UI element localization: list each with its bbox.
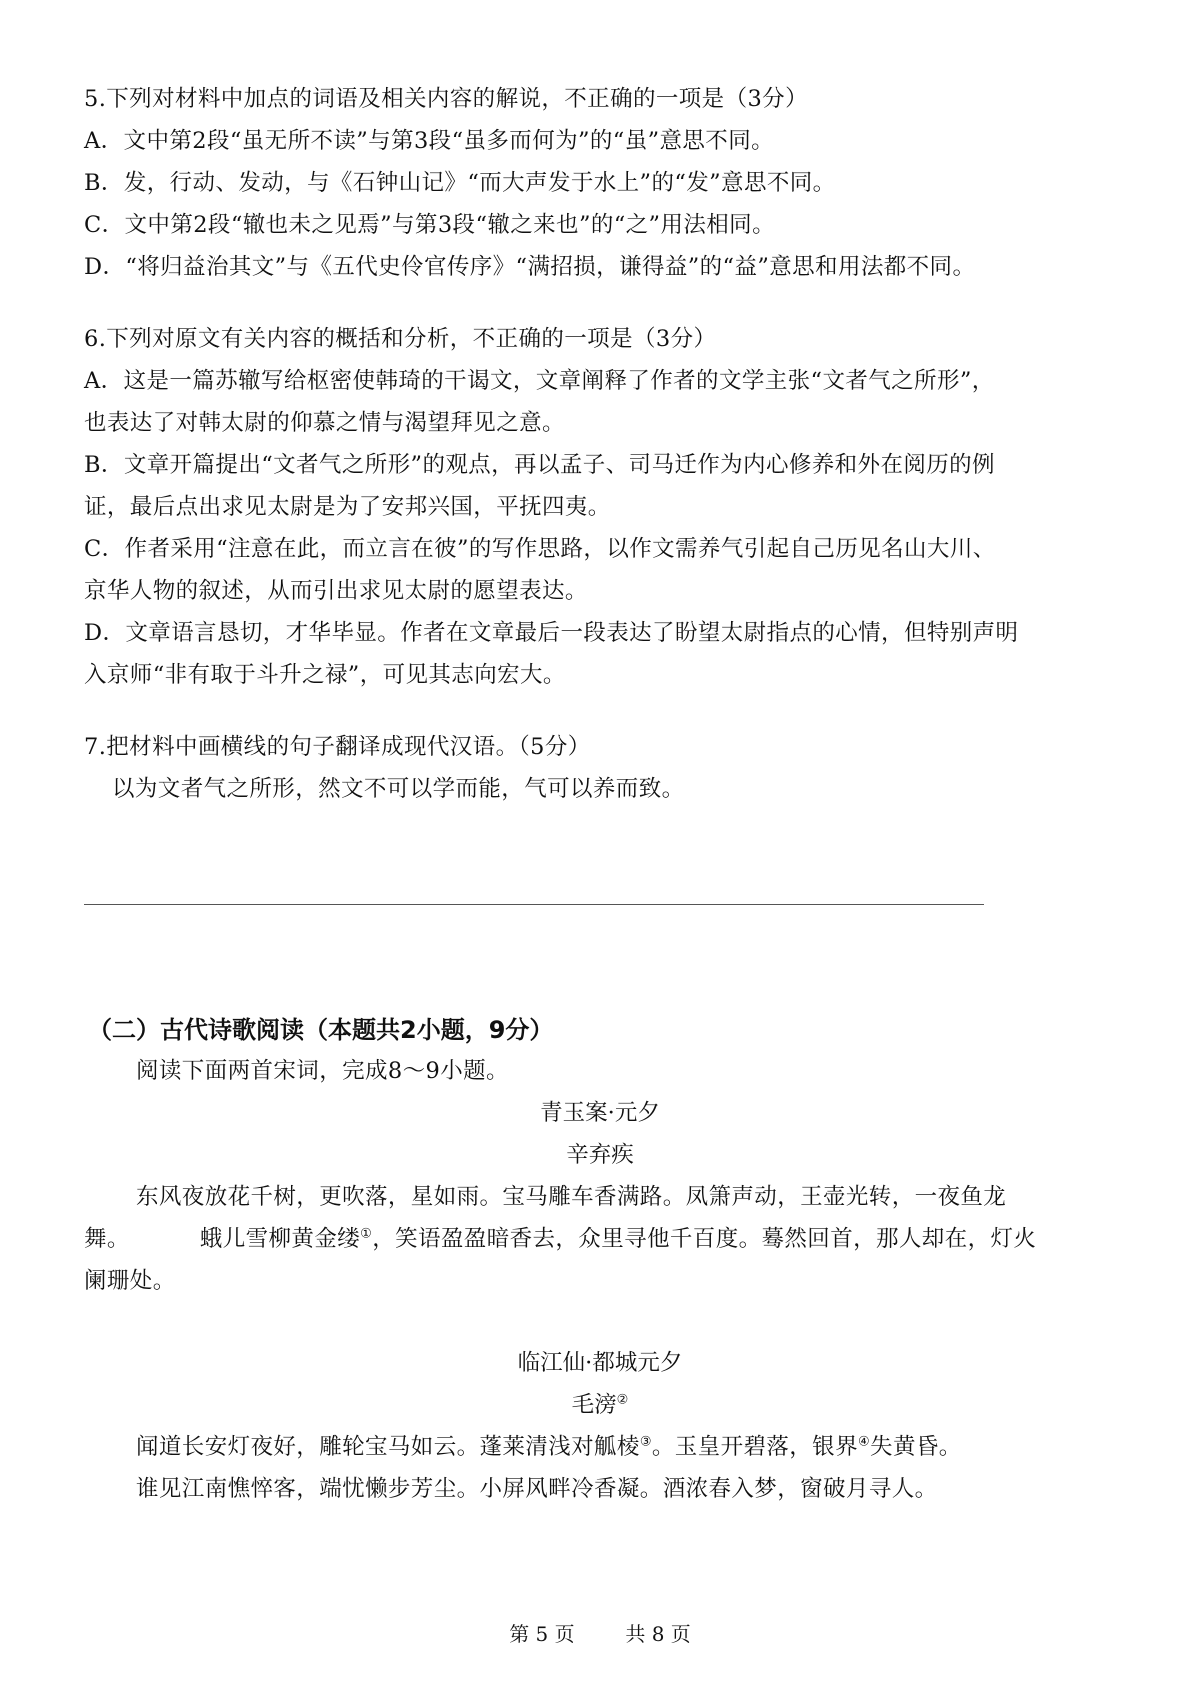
poem2-line1 [136, 1430, 1186, 1464]
q6-option-d-line1: D．文章语言恳切，才华毕显。作者在文章最后一段表达了盼望太尉指点的心情，但特别声明 [84, 620, 1019, 646]
poem1-line1: 东风夜放花千树，更吹落，星如雨。宝马雕车香满路。凤箫声动，王壶光转，一夜鱼龙 [136, 1184, 1007, 1210]
q6-option-a-line2: 也表达了对韩太尉的仰慕之情与渴望拜见之意。 [84, 410, 565, 436]
page-total: 共 8 页 [625, 1622, 691, 1646]
poem1-line2 [84, 1222, 1134, 1256]
q5-stem: 5.下列对材料中加点的词语及相关内容的解说，不正确的一项是（3分） [84, 86, 808, 112]
q6-option-a-line1: A．这是一篇苏辙写给枢密使韩琦的干谒文，文章阐释了作者的文学主张“文者气之所形”， [84, 368, 995, 394]
footnote-1-marker: ① [360, 1226, 373, 1242]
q5-option-d: D．“将归益治其文”与《五代史伶官传序》“满招损，谦得益”的“益”意思和用法都不同。 [84, 254, 976, 280]
q6-option-c-line2: 京华人物的叙述，从而引出求见太尉的愿望表达。 [84, 578, 588, 604]
footnote-4-marker: ④ [857, 1434, 871, 1450]
section-intro: 阅读下面两首宋词，完成8～9小题。 [136, 1058, 509, 1084]
poem2-title: 临江仙·都城元夕 [517, 1350, 683, 1376]
poem2-author-line [0, 1388, 1200, 1422]
q7-answer-line[interactable] [84, 904, 984, 905]
q6-stem: 6.下列对原文有关内容的概括和分析，不正确的一项是（3分） [84, 326, 717, 352]
page-footer [0, 1620, 1200, 1648]
poem1-title: 青玉案·元夕 [540, 1100, 660, 1126]
poem2-line1-c: 失黄昏。 [870, 1434, 962, 1460]
poem1-line2-middle: 蛾儿雪柳黄金缕 [199, 1226, 361, 1252]
page-number: 第 5 页 [509, 1622, 575, 1646]
q7-sentence: 以为文者气之所形，然文不可以学而能，气可以养而致。 [112, 776, 685, 802]
poem1-line2-end: ，笑语盈盈暗香去，众里寻他千百度。蓦然回首，那人却在，灯火 [372, 1226, 1037, 1252]
footnote-2-marker: ② [616, 1392, 629, 1408]
q6-option-d-line2: 入京师“非有取于斗升之禄”，可见其志向宏大。 [84, 662, 566, 688]
q6-option-c-line1: C．作者采用“注意在此，而立言在彼”的写作思路，以作文需养气引起自己历见名山大川、 [84, 536, 996, 562]
q5-option-b: B．发，行动、发动，与《石钟山记》“而大声发于水上”的“发”意思不同。 [84, 170, 836, 196]
poem2-author: 毛滂 [571, 1392, 617, 1418]
poem1-line2-start: 舞。 [84, 1226, 130, 1252]
poem2-line2: 谁见江南憔悴客，端忧懒步芳尘。小屏风畔冷香凝。酒浓春入梦，窗破月寻人。 [136, 1476, 938, 1502]
q7-stem: 7.把材料中画横线的句子翻译成现代汉语。（5分） [84, 734, 591, 760]
section-title: （二）古代诗歌阅读（本题共2小题，9分） [88, 1016, 554, 1044]
poem1-author: 辛弃疾 [566, 1142, 634, 1168]
q5-option-c: C．文中第2段“辙也未之见焉”与第3段“辙之来也”的“之”用法相同。 [84, 212, 775, 238]
q5-option-a: A．文中第2段“虽无所不读”与第3段“虽多而何为”的“虽”意思不同。 [84, 128, 774, 154]
q6-option-b-line2: 证，最后点出求见太尉是为了安邦兴国，平抚四夷。 [84, 494, 611, 520]
poem2-line1-a: 闻道长安灯夜好，雕轮宝马如云。蓬莱清浅对觚棱 [136, 1434, 640, 1460]
q6-option-b-line1: B．文章开篇提出“文者气之所形”的观点，再以孟子、司马迁作为内心修养和外在阅历的例 [84, 452, 995, 478]
poem1-line3: 阑珊处。 [84, 1268, 176, 1294]
footnote-3-marker: ③ [639, 1434, 652, 1450]
poem2-line1-b: 。玉皇开碧落，银界 [651, 1434, 858, 1460]
